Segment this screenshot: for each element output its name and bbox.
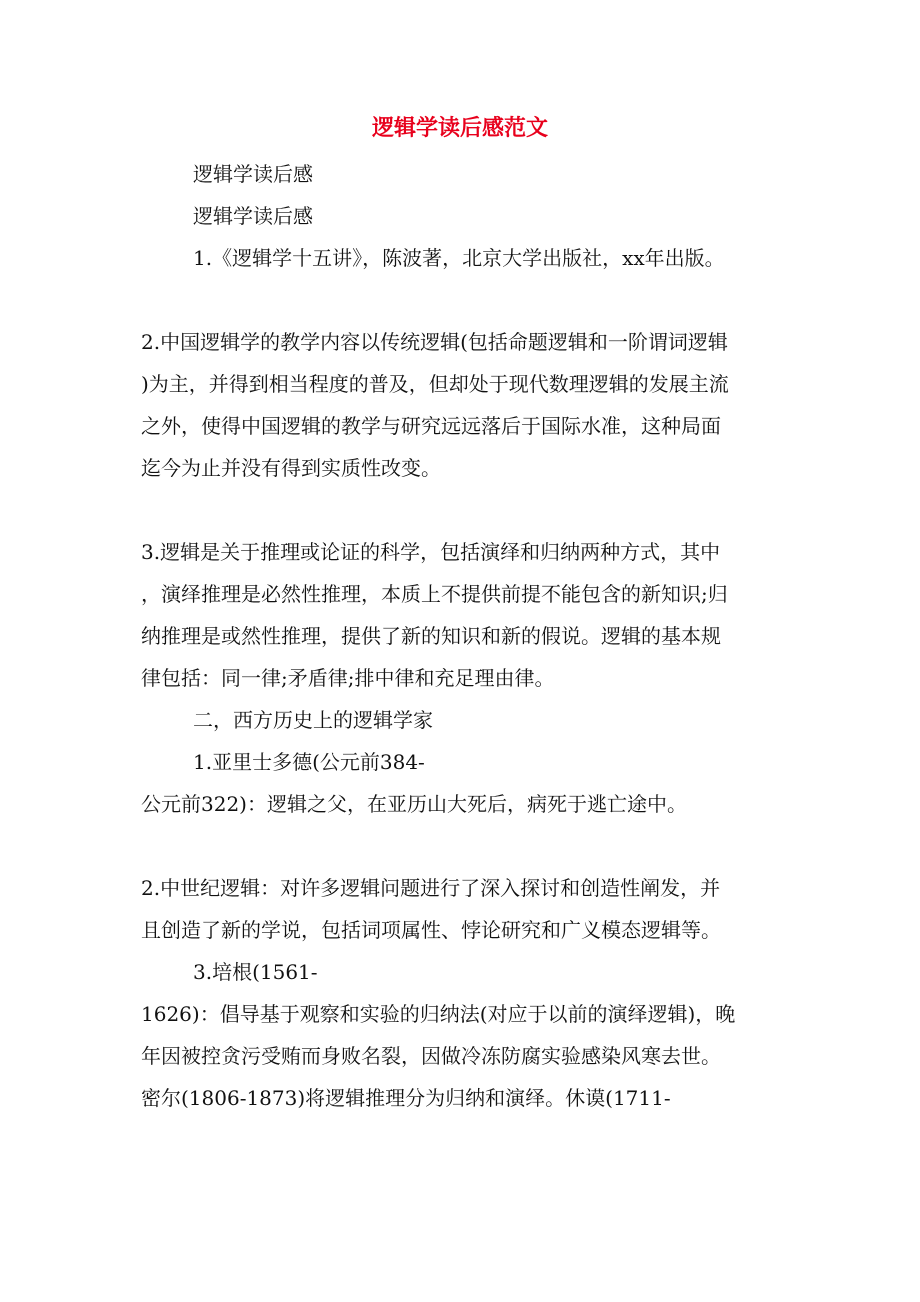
text-line: 3.培根(1561- <box>193 960 318 984</box>
text-line: 之外，使得中国逻辑的教学与研究远远落后于国际水准，这种局面 <box>141 414 721 438</box>
text-line: 2.中世纪逻辑：对许多逻辑问题进行了深入探讨和创造性阐发，并 <box>141 876 721 900</box>
text-line: 律包括：同一律;矛盾律;排中律和充足理由律。 <box>141 666 555 690</box>
text-line: 且创造了新的学说，包括词项属性、悖论研究和广义模态逻辑等。 <box>141 918 721 942</box>
text-line: ，演绎推理是必然性推理，本质上不提供前提不能包含的新知识;归 <box>141 582 728 606</box>
text-line: 1.亚里士多德(公元前384- <box>193 750 425 774</box>
text-line: 迄今为止并没有得到实质性改变。 <box>141 456 441 480</box>
text-line: )为主，并得到相当程度的普及，但却处于现代数理逻辑的发展主流 <box>141 372 729 396</box>
text-line: 2.中国逻辑学的教学内容以传统逻辑(包括命题逻辑和一阶谓词逻辑 <box>141 330 728 354</box>
text-line: 逻辑学读后感 <box>193 204 313 228</box>
section-heading: 二，西方历史上的逻辑学家 <box>193 708 433 732</box>
text-line: 密尔(1806-1873)将逻辑推理分为归纳和演绎。休谟(1711- <box>141 1086 671 1110</box>
document-title: 逻辑学读后感范文 <box>371 116 548 141</box>
text-line: 1626)：倡导基于观察和实验的归纳法(对应于以前的演绎逻辑)，晚 <box>141 1002 736 1026</box>
text-line: 纳推理是或然性推理，提供了新的知识和新的假说。逻辑的基本规 <box>141 624 721 648</box>
text-line: 1.《逻辑学十五讲》，陈波著，北京大学出版社，xx年出版。 <box>193 246 725 270</box>
text-line: 3.逻辑是关于推理或论证的科学，包括演绎和归纳两种方式，其中 <box>141 540 721 564</box>
text-line: 公元前322)：逻辑之父，在亚历山大死后，病死于逃亡途中。 <box>141 792 687 816</box>
text-line: 逻辑学读后感 <box>193 162 313 186</box>
text-line: 年因被控贪污受贿而身败名裂，因做冷冻防腐实验感染风寒去世。 <box>141 1044 721 1068</box>
